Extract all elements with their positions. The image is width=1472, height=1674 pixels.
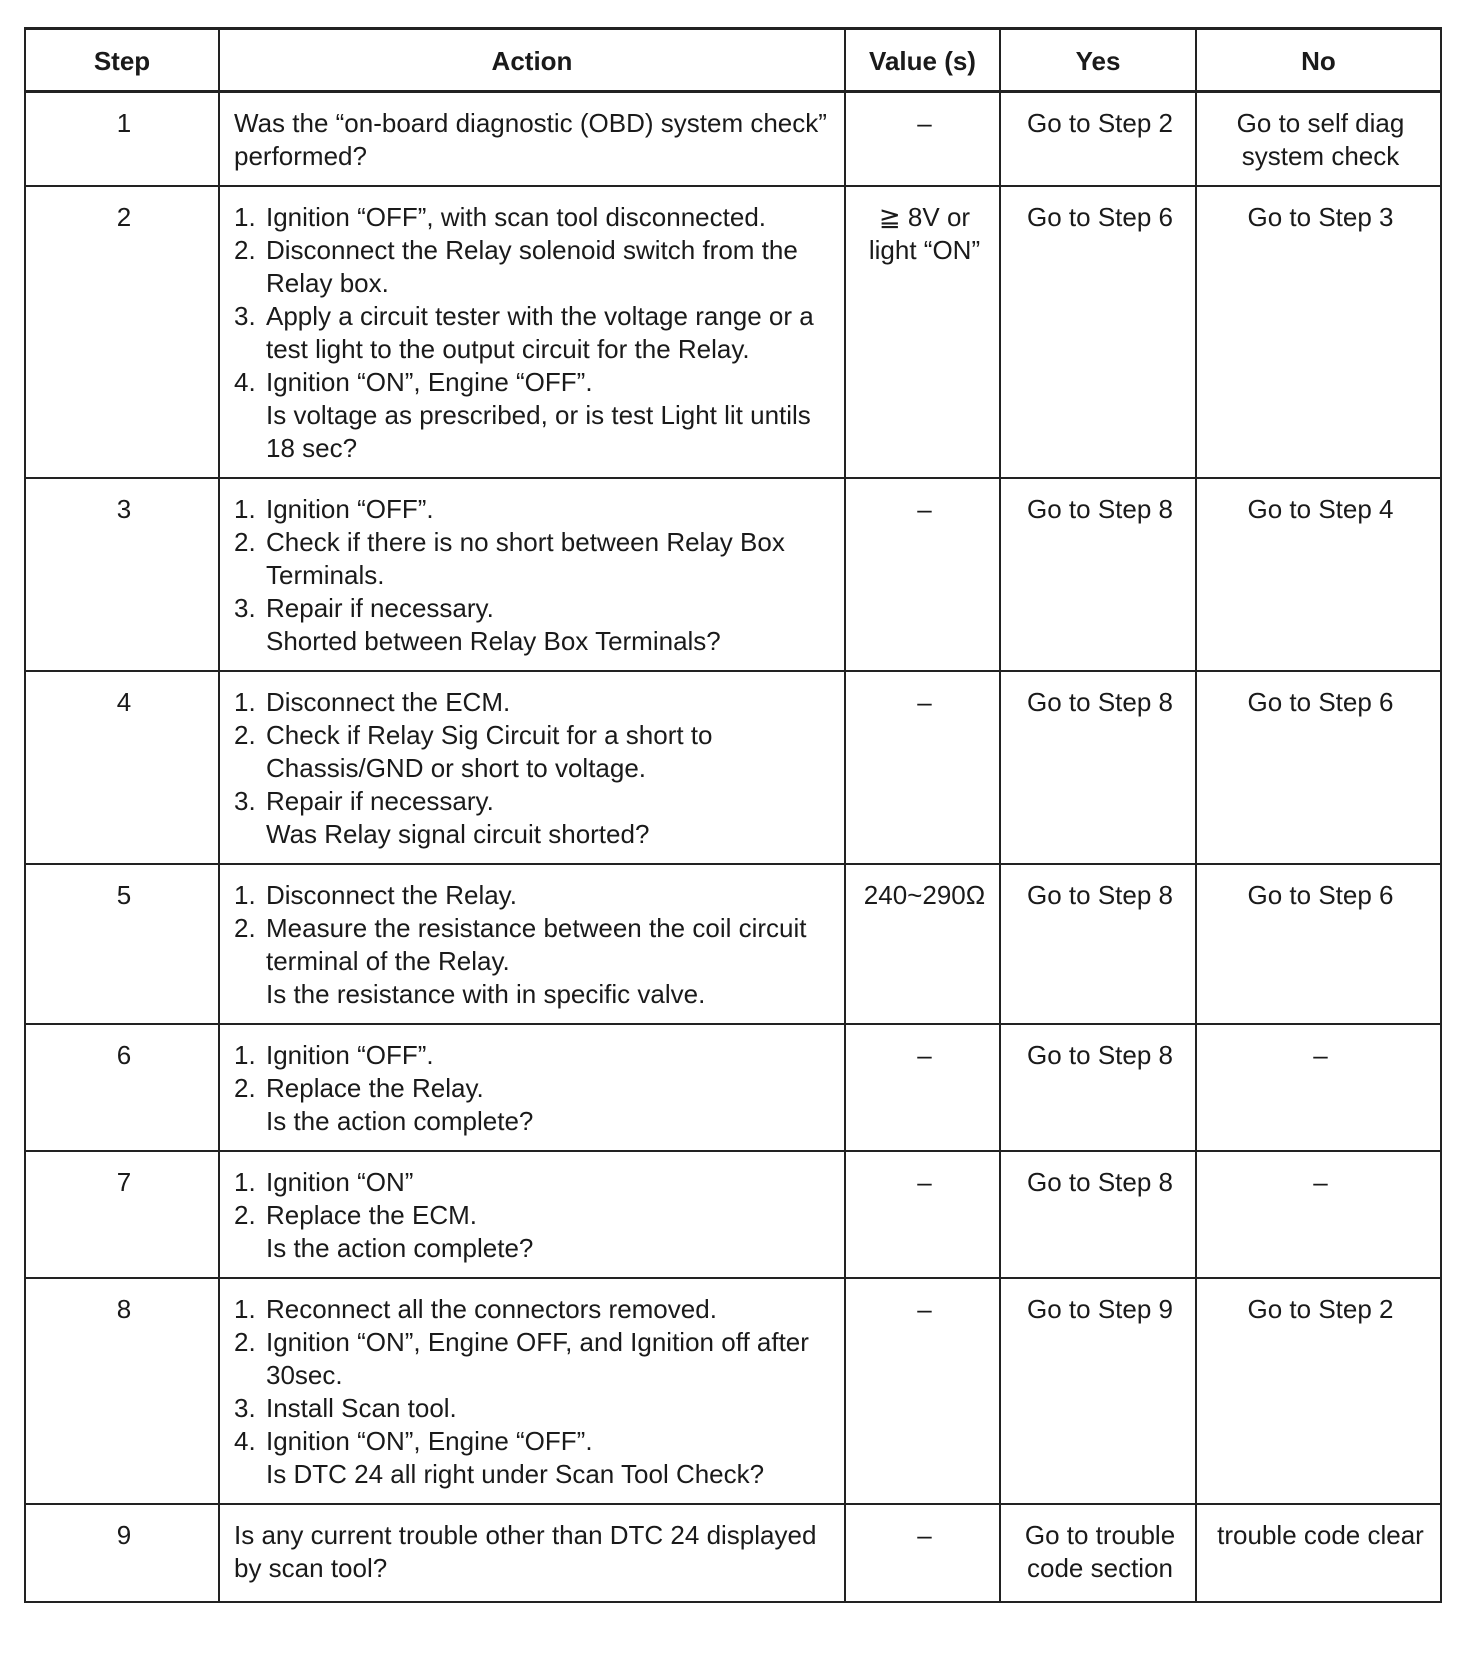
action-step: [234, 686, 834, 719]
yes-cell: Go to Step 8: [1000, 478, 1196, 671]
action-question: Is DTC 24 all right under Scan Tool Check?: [266, 1459, 765, 1489]
action-step: [234, 879, 834, 912]
action-question: Was Relay signal circuit shorted?: [266, 819, 650, 849]
no-cell: –: [1196, 1024, 1441, 1151]
no-cell: Go to Step 3: [1196, 186, 1441, 478]
action-step: [234, 1326, 834, 1392]
action-cell: [219, 864, 845, 1024]
action-question: Is the action complete?: [266, 1106, 534, 1136]
header-row: [25, 29, 1441, 92]
action-steps: [234, 493, 834, 625]
no-cell: trouble code clear: [1196, 1504, 1441, 1602]
no-cell: Go to Step 2: [1196, 1278, 1441, 1504]
table-row: [25, 186, 1441, 478]
action-cell: [219, 1024, 845, 1151]
no-cell: Go to Step 6: [1196, 864, 1441, 1024]
action-step-number: 2.: [234, 235, 256, 265]
action-step: [234, 1166, 834, 1199]
action-step: [234, 785, 834, 818]
action-step-text: Ignition “OFF”.: [266, 494, 434, 524]
action-step-number: 2.: [234, 913, 256, 943]
action-step-number: 1.: [234, 1167, 256, 1197]
action-step: [234, 719, 834, 785]
header-no: No: [1196, 29, 1441, 92]
step-cell: 6: [25, 1024, 219, 1151]
no-cell: –: [1196, 1151, 1441, 1278]
value-cell: –: [845, 92, 1000, 187]
value-cell: –: [845, 1024, 1000, 1151]
action-step-text: Ignition “ON”: [266, 1167, 414, 1197]
action-cell: [219, 1504, 845, 1602]
action-step-number: 1.: [234, 687, 256, 717]
yes-cell: Go to Step 8: [1000, 1024, 1196, 1151]
action-step: [234, 300, 834, 366]
action-step-text: Disconnect the ECM.: [266, 687, 511, 717]
action-step-text: Ignition “OFF”.: [266, 1040, 434, 1070]
yes-cell: Go to Step 8: [1000, 864, 1196, 1024]
action-step-text: Check if Relay Sig Circuit for a short to Chassis/GND or short to voltage.: [266, 720, 713, 783]
action-step-number: 2.: [234, 527, 256, 557]
action-step-text: Disconnect the Relay solenoid switch from the Relay box.: [266, 235, 798, 298]
table-row: [25, 864, 1441, 1024]
no-cell: Go to self diag system check: [1196, 92, 1441, 187]
action-steps: [234, 201, 834, 399]
action-step: [234, 1425, 834, 1458]
no-cell: Go to Step 4: [1196, 478, 1441, 671]
header-action: Action: [219, 29, 845, 92]
yes-cell: Go to Step 8: [1000, 1151, 1196, 1278]
step-cell: 3: [25, 478, 219, 671]
action-step-text: Ignition “ON”, Engine OFF, and Ignition off after 30sec.: [266, 1327, 809, 1390]
yes-cell: Go to Step 6: [1000, 186, 1196, 478]
action-step-text: Reconnect all the connectors removed.: [266, 1294, 717, 1324]
value-cell: –: [845, 1151, 1000, 1278]
header-yes: Yes: [1000, 29, 1196, 92]
action-step: [234, 526, 834, 592]
step-cell: 4: [25, 671, 219, 864]
action-step: [234, 912, 834, 978]
action-cell: [219, 1278, 845, 1504]
yes-cell: Go to Step 8: [1000, 671, 1196, 864]
action-step-text: Replace the Relay.: [266, 1073, 484, 1103]
action-steps: [234, 879, 834, 978]
table-row: [25, 1024, 1441, 1151]
action-step: [234, 1199, 834, 1232]
action-question: Is the action complete?: [266, 1233, 534, 1263]
action-step-number: 4.: [234, 367, 256, 397]
step-cell: 2: [25, 186, 219, 478]
value-cell: –: [845, 1504, 1000, 1602]
step-cell: 1: [25, 92, 219, 187]
action-step: [234, 1039, 834, 1072]
value-cell: 240~290Ω: [845, 864, 1000, 1024]
action-step-number: 1.: [234, 202, 256, 232]
action-step: [234, 366, 834, 399]
step-cell: 8: [25, 1278, 219, 1504]
action-step-number: 3.: [234, 593, 256, 623]
action-step-text: Measure the resistance between the coil circuit terminal of the Relay.: [266, 913, 807, 976]
action-question: Shorted between Relay Box Terminals?: [266, 626, 721, 656]
action-question: Is voltage as prescribed, or is test Light lit untils 18 sec?: [266, 400, 811, 463]
action-step-text: Check if there is no short between Relay Box Terminals.: [266, 527, 785, 590]
value-cell: –: [845, 478, 1000, 671]
yes-cell: Go to trouble code section: [1000, 1504, 1196, 1602]
yes-cell: Go to Step 2: [1000, 92, 1196, 187]
table-row: [25, 671, 1441, 864]
action-step-number: 2.: [234, 1327, 256, 1357]
action-step: [234, 1072, 834, 1105]
diagnostic-table: [24, 27, 1442, 1603]
action-step-text: Repair if necessary.: [266, 593, 494, 623]
action-steps: [234, 686, 834, 818]
action-step-number: 2.: [234, 1200, 256, 1230]
action-step-number: 1.: [234, 1040, 256, 1070]
step-cell: 7: [25, 1151, 219, 1278]
action-step-number: 2.: [234, 1073, 256, 1103]
table-row: [25, 92, 1441, 187]
value-cell: ≧ 8V or light “ON”: [845, 186, 1000, 478]
value-cell: –: [845, 671, 1000, 864]
action-step-number: 1.: [234, 1294, 256, 1324]
table-row: [25, 1278, 1441, 1504]
action-steps: [234, 1166, 834, 1232]
action-step-text: Repair if necessary.: [266, 786, 494, 816]
action-step-text: Apply a circuit tester with the voltage range or a test light to the output circuit for the Relay.: [266, 301, 814, 364]
action-step: [234, 592, 834, 625]
action-cell: [219, 1151, 845, 1278]
action-cell: [219, 92, 845, 187]
no-cell: Go to Step 6: [1196, 671, 1441, 864]
action-cell: [219, 478, 845, 671]
step-cell: 5: [25, 864, 219, 1024]
table-row: [25, 1151, 1441, 1278]
action-question: Is the resistance with in specific valve.: [266, 979, 706, 1009]
yes-cell: Go to Step 9: [1000, 1278, 1196, 1504]
action-step-number: 4.: [234, 1426, 256, 1456]
action-step-number: 1.: [234, 494, 256, 524]
step-cell: 9: [25, 1504, 219, 1602]
action-step-number: 3.: [234, 786, 256, 816]
header-step: Step: [25, 29, 219, 92]
action-step-number: 3.: [234, 1393, 256, 1423]
action-step: [234, 1293, 834, 1326]
action-text: Is any current trouble other than DTC 24 displayed by scan tool?: [234, 1520, 817, 1583]
action-step-number: 2.: [234, 720, 256, 750]
action-step: [234, 1392, 834, 1425]
header-value: Value (s): [845, 29, 1000, 92]
action-cell: [219, 671, 845, 864]
action-steps: [234, 1039, 834, 1105]
action-step-text: Ignition “OFF”, with scan tool disconnected.: [266, 202, 767, 232]
table-row: [25, 478, 1441, 671]
action-cell: [219, 186, 845, 478]
action-step: [234, 201, 834, 234]
action-step-number: 3.: [234, 301, 256, 331]
action-step: [234, 493, 834, 526]
action-step-text: Install Scan tool.: [266, 1393, 457, 1423]
table-row: [25, 1504, 1441, 1602]
value-cell: –: [845, 1278, 1000, 1504]
action-step-text: Ignition “ON”, Engine “OFF”.: [266, 367, 593, 397]
action-step-number: 1.: [234, 880, 256, 910]
action-step: [234, 234, 834, 300]
action-steps: [234, 1293, 834, 1458]
action-step-text: Replace the ECM.: [266, 1200, 477, 1230]
action-text: Was the “on-board diagnostic (OBD) system check” performed?: [234, 108, 827, 171]
action-step-text: Disconnect the Relay.: [266, 880, 517, 910]
action-step-text: Ignition “ON”, Engine “OFF”.: [266, 1426, 593, 1456]
